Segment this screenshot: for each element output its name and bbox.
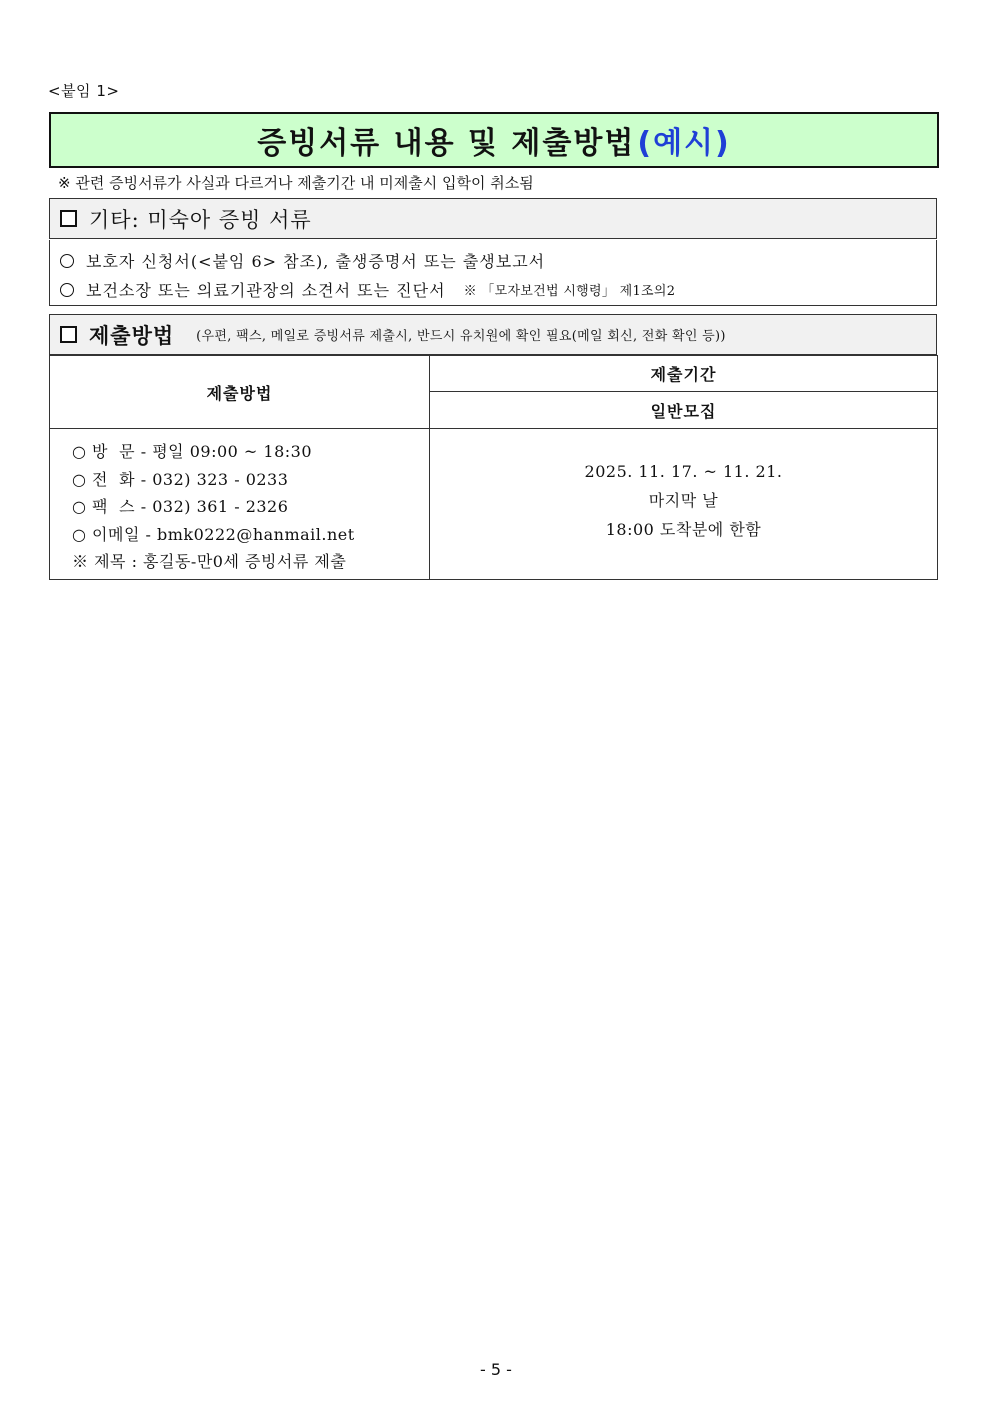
section-other-title: 기타: 미숙아 증빙 서류 bbox=[89, 207, 312, 232]
email-subject-note: ※ 제목 : 홍길동-만0세 증빙서류 제출 bbox=[72, 552, 347, 572]
checkbox-icon bbox=[60, 326, 77, 343]
list-item-text: 보호자 신청서(<붙임 6> 참조), 출생증명서 또는 출생보고서 bbox=[86, 252, 546, 271]
checkbox-icon bbox=[60, 210, 77, 227]
cancellation-notice: ※ 관련 증빙서류가 사실과 다르거나 제출기간 내 미제출시 입학이 취소됨 bbox=[58, 174, 534, 192]
title-main: 증빙서류 내용 및 제출방법 bbox=[257, 126, 636, 161]
list-item bbox=[60, 275, 936, 304]
section-other-header bbox=[49, 198, 937, 239]
list-item-text: 보건소장 또는 의료기관장의 소견서 또는 진단서 bbox=[86, 281, 446, 300]
page-number: - 5 - bbox=[480, 1360, 512, 1379]
method-fax: ○ 팩 스 - 032) 361 - 2326 bbox=[72, 497, 289, 517]
method-list-cell bbox=[50, 429, 430, 580]
method-phone: ○ 전 화 - 032) 323 - 0233 bbox=[72, 469, 289, 489]
document-title bbox=[49, 112, 939, 168]
attachment-label: <붙임 1> bbox=[48, 82, 120, 100]
list-item bbox=[60, 246, 936, 275]
section-other-body bbox=[49, 240, 937, 306]
header-general-recruitment: 일반모집 bbox=[430, 392, 938, 429]
period-last-day: 마지막 날 bbox=[648, 490, 719, 510]
submission-table bbox=[49, 355, 938, 580]
title-suffix: (예시) bbox=[637, 126, 731, 161]
method-visit: ○ 방 문 - 평일 09:00 ~ 18:30 bbox=[72, 442, 313, 462]
circle-bullet-icon bbox=[60, 254, 74, 268]
section-method-header bbox=[49, 314, 937, 355]
section-method-title: 제출방법 bbox=[89, 322, 175, 348]
period-cell bbox=[430, 429, 938, 580]
header-method: 제출방법 bbox=[50, 356, 430, 429]
circle-bullet-icon bbox=[60, 283, 74, 297]
law-reference: ※ 「모자보건법 시행령」 제1조의2 bbox=[463, 284, 676, 299]
period-dates: 2025. 11. 17. ~ 11. 21. bbox=[584, 461, 783, 481]
period-deadline: 18:00 도착분에 한함 bbox=[605, 519, 762, 539]
method-email: ○ 이메일 - bmk0222@hanmail.net bbox=[72, 524, 355, 544]
section-method-subtitle: (우편, 팩스, 메일로 증빙서류 제출시, 반드시 유치원에 확인 필요(메일 회신, 전화 확인 등)) bbox=[196, 329, 726, 344]
header-period: 제출기간 bbox=[430, 356, 938, 392]
